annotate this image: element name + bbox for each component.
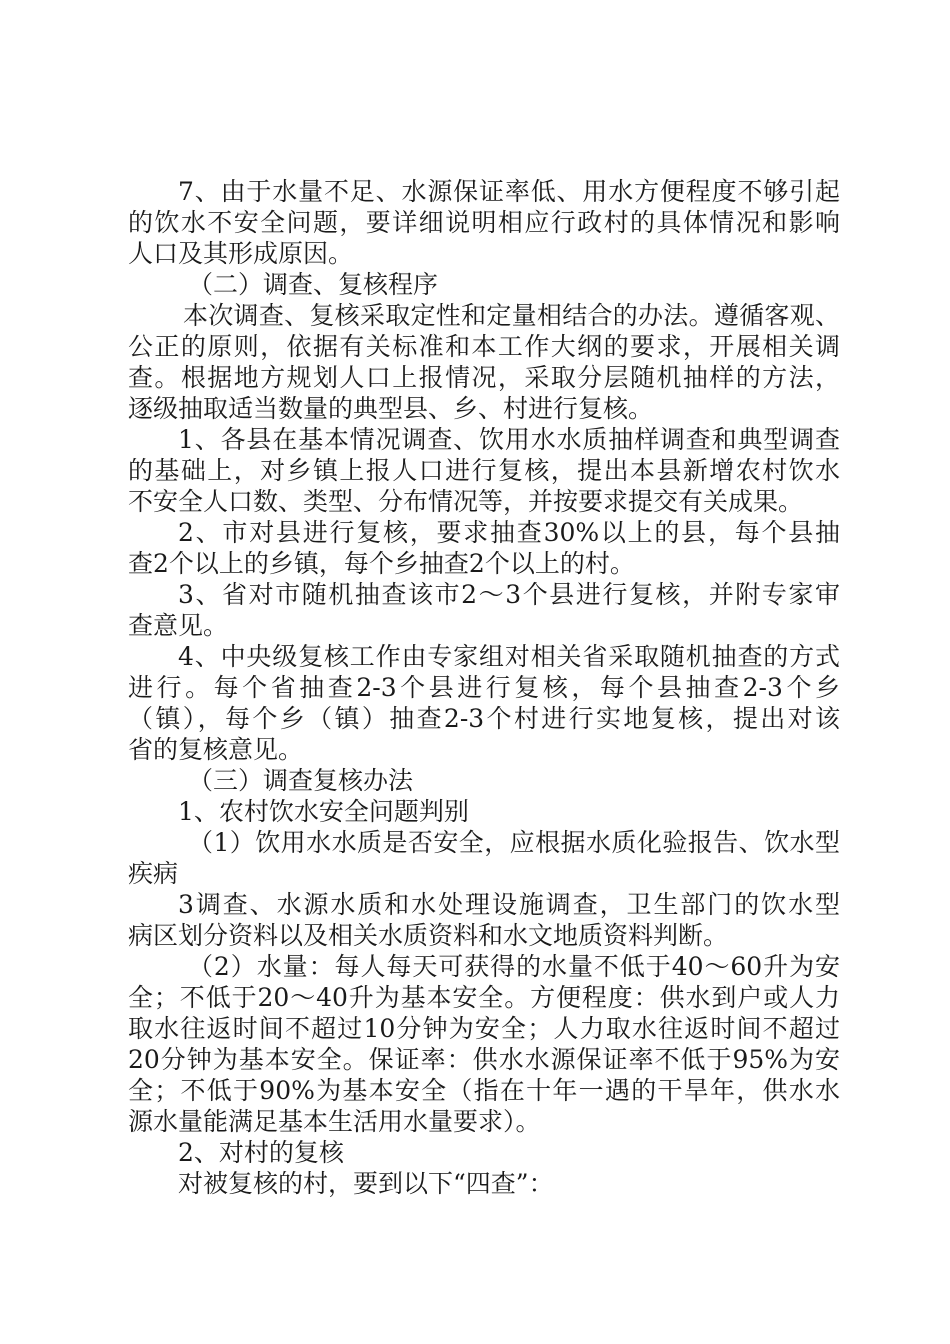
text-line: 20分钟为基本安全。保证率：供水水源保证率不低于95%为安 [128, 1045, 840, 1074]
paragraph [128, 579, 840, 641]
text-line: 3调查、水源水质和水处理设施调查，卫生部门的饮水型 [178, 890, 840, 919]
paragraph [128, 176, 840, 269]
text-line: 省的复核意见。 [128, 735, 304, 764]
text-line: 病区划分资料以及相关水质资料和水文地质资料判断。 [128, 921, 729, 950]
paragraph [128, 300, 840, 424]
paragraph [128, 889, 840, 951]
paragraph [128, 827, 840, 889]
text-line: （1）饮用水水质是否安全，应根据水质化验报告、饮水型 [188, 828, 840, 857]
document-page [128, 176, 840, 1199]
text-line: 全；不低于90%为基本安全（指在十年一遇的干旱年，供水水 [128, 1076, 840, 1105]
section-heading [128, 765, 840, 796]
text-line: 公正的原则，依据有关标准和本工作大纲的要求，开展相关调 [128, 332, 840, 361]
text-line: 查意见。 [128, 611, 229, 640]
text-line: 4、中央级复核工作由专家组对相关省采取随机抽查的方式 [178, 642, 840, 671]
text-line: 1、各县在基本情况调查、饮用水水质抽样调查和典型调查 [178, 425, 840, 454]
text-line: 7、由于水量不足、水源保证率低、用水方便程度不够引起 [178, 177, 840, 206]
text-line: 全；不低于20～40升为基本安全。方便程度：供水到户或人力 [128, 983, 840, 1012]
text-line: 疾病 [128, 859, 179, 888]
text-line: 的基础上，对乡镇上报人口进行复核，提出本县新增农村饮水 [128, 456, 840, 485]
text-line: （镇），每个乡（镇）抽查2-3个村进行实地复核，提出对该 [128, 704, 840, 733]
text-line: 查。根据地方规划人口上报情况，采取分层随机抽样的方法， [128, 363, 840, 392]
text-line: （三）调查复核办法 [188, 766, 414, 795]
paragraph [128, 641, 840, 765]
paragraph [128, 1168, 840, 1199]
text-line: 逐级抽取适当数量的典型县、乡、村进行复核。 [128, 394, 654, 423]
paragraph [128, 517, 840, 579]
text-line: 的饮水不安全问题，要详细说明相应行政村的具体情况和影响 [128, 208, 840, 237]
text-line: 3、省对市随机抽查该市2～3个县进行复核，并附专家审 [178, 580, 840, 609]
text-line: 取水往返时间不超过10分钟为安全；人力取水往返时间不超过 [128, 1014, 840, 1043]
text-line: 2、对村的复核 [178, 1138, 344, 1167]
section-heading [128, 269, 840, 300]
paragraph [128, 424, 840, 517]
paragraph [128, 951, 840, 1137]
text-line: （2）水量：每人每天可获得的水量不低于40～60升为安 [188, 952, 840, 981]
text-line: 本次调查、复核采取定性和定量相结合的办法。遵循客观、 [183, 301, 840, 330]
text-line: 进行。每个省抽查2-3个县进行复核，每个县抽查2-3个乡 [128, 673, 840, 702]
subsection-heading [128, 796, 840, 827]
text-line: 不安全人口数、类型、分布情况等，并按要求提交有关成果。 [128, 487, 804, 516]
text-line: 1、农村饮水安全问题判别 [178, 797, 469, 826]
text-line: 对被复核的村，要到以下“四查”： [178, 1169, 554, 1198]
text-line: 查2个以上的乡镇，每个乡抽查2个以上的村。 [128, 549, 635, 578]
text-line: （二）调查、复核程序 [188, 270, 439, 299]
subsection-heading [128, 1137, 840, 1168]
text-line: 人口及其形成原因。 [128, 239, 354, 268]
text-line: 2、市对县进行复核，要求抽查30%以上的县，每个县抽 [178, 518, 840, 547]
text-line: 源水量能满足基本生活用水量要求）。 [128, 1107, 541, 1136]
